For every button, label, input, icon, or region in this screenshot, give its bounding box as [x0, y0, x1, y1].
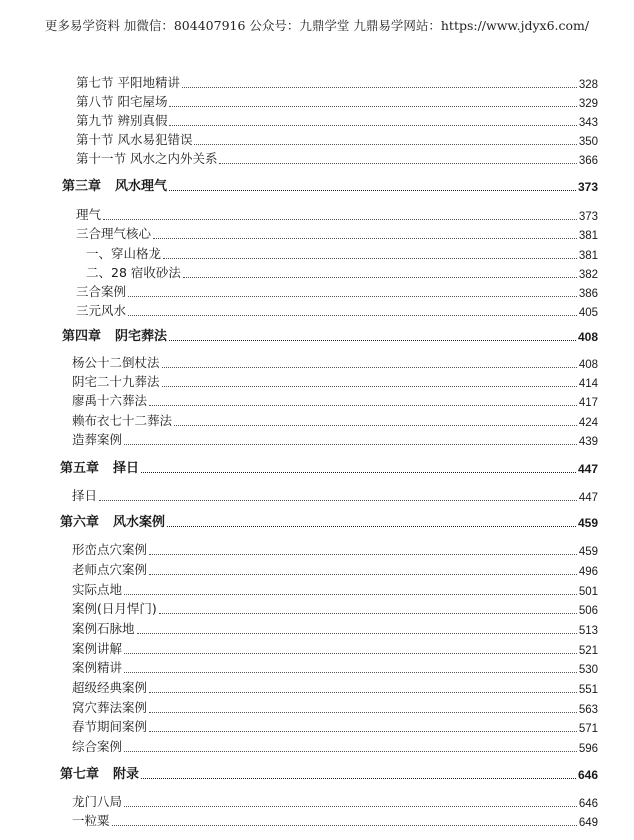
toc-entry[interactable]	[72, 542, 598, 558]
chapter-heading	[60, 763, 139, 782]
toc-entry-page: 414	[578, 378, 598, 390]
toc-entry[interactable]	[72, 794, 598, 810]
toc-entry-title: 三合理气核心	[76, 226, 152, 241]
dot-leader	[128, 296, 577, 297]
toc-entry[interactable]	[72, 739, 598, 755]
chapter-page: 646	[577, 768, 598, 782]
chapter-page: 459	[577, 516, 598, 530]
dot-leader	[169, 340, 576, 341]
chapter-title: 风水案例	[113, 515, 166, 530]
toc-entry-page: 343	[578, 117, 598, 129]
toc-entry[interactable]	[76, 284, 598, 300]
dot-leader	[137, 633, 577, 634]
toc-entry[interactable]	[72, 355, 598, 371]
toc-entry-page: 408	[578, 359, 598, 371]
toc-entry-title: 第八节 阳宅屋场	[76, 94, 168, 109]
dot-leader	[149, 574, 577, 575]
toc-entry-title: 二、28 宿收砂法	[86, 265, 181, 280]
chapter-page: 373	[577, 180, 598, 194]
toc-entry-title: 阴宅二十九葬法	[72, 374, 160, 389]
toc-entry[interactable]	[72, 680, 598, 696]
dot-leader	[167, 526, 576, 527]
dot-leader	[149, 712, 577, 713]
toc-entry[interactable]	[72, 432, 598, 448]
toc-entry-page: 649	[578, 817, 598, 829]
dot-leader	[163, 258, 577, 259]
toc-entry[interactable]	[86, 265, 598, 281]
dot-leader	[219, 163, 576, 164]
toc-entry[interactable]	[72, 413, 598, 429]
toc-entry-title: 一、穿山格龙	[86, 246, 162, 261]
toc-entry[interactable]	[72, 601, 598, 617]
dot-leader	[124, 806, 577, 807]
toc-entry-page: 571	[578, 723, 598, 735]
chapter-title: 风水理气	[115, 179, 168, 194]
toc-entry[interactable]	[76, 226, 598, 242]
toc-entry[interactable]	[72, 393, 598, 409]
dot-leader	[159, 613, 577, 614]
toc-entry-title: 案例讲解	[72, 641, 123, 656]
toc-entry-title: 老师点穴案例	[72, 562, 148, 577]
chapter-number: 第四章	[62, 329, 102, 344]
dot-leader	[124, 444, 577, 445]
toc-entry-page: 350	[578, 136, 598, 148]
toc-entry-page: 521	[578, 645, 598, 657]
toc-chapter-6[interactable]	[60, 514, 598, 530]
toc-entry-page: 563	[578, 704, 598, 716]
toc-entry[interactable]	[76, 207, 598, 223]
toc-entry-page: 439	[578, 436, 598, 448]
chapter-heading	[60, 457, 139, 476]
toc-entry-page: 646	[578, 798, 598, 810]
dot-leader	[99, 500, 577, 501]
dot-leader	[141, 472, 576, 473]
dot-leader	[149, 554, 577, 555]
toc-entry-page: 381	[578, 230, 598, 242]
dot-leader	[169, 125, 576, 126]
toc-entry-page: 551	[578, 684, 598, 696]
toc-entry[interactable]	[76, 132, 598, 148]
toc-entry-title: 理气	[76, 207, 102, 222]
chapter-title: 择日	[113, 461, 140, 476]
toc-entry[interactable]	[76, 151, 598, 167]
toc-entry-page: 373	[578, 211, 598, 223]
toc-entry-title: 廖禹十六葬法	[72, 393, 148, 408]
dot-leader	[169, 190, 576, 191]
toc-entry-title: 案例石脉地	[72, 621, 135, 636]
toc-entry[interactable]	[72, 582, 598, 598]
toc-entry-page: 596	[578, 743, 598, 755]
toc-entry-title: 三合案例	[76, 284, 127, 299]
toc-entry-title: 案例精讲	[72, 660, 123, 675]
chapter-number: 第五章	[60, 461, 100, 476]
chapter-title: 阴宅葬法	[115, 329, 168, 344]
page-header: 更多易学资料 加微信：804407916 公众号：九鼎学堂 九鼎易学网站：https://www.jdyx6.com/	[44, 18, 590, 33]
toc-entry[interactable]	[72, 660, 598, 676]
toc-entry-title: 实际点地	[72, 582, 123, 597]
toc-entry-title: 第十节 风水易犯错误	[76, 132, 193, 147]
toc-chapter-7[interactable]	[60, 766, 598, 782]
chapter-number: 第三章	[62, 179, 102, 194]
toc-entry[interactable]	[86, 246, 598, 262]
toc-entry-page: 417	[578, 397, 598, 409]
toc-entry-page: 381	[578, 250, 598, 262]
toc-chapter-5[interactable]	[60, 460, 598, 476]
toc-entry[interactable]	[72, 374, 598, 390]
dot-leader	[169, 106, 576, 107]
toc-entry-title: 龙门八局	[72, 794, 123, 809]
dot-leader	[149, 731, 577, 732]
toc-entry-page: 386	[578, 288, 598, 300]
chapter-heading	[62, 175, 167, 194]
dot-leader	[124, 653, 577, 654]
toc-entry[interactable]	[72, 813, 598, 829]
toc-entry-title: 综合案例	[72, 739, 123, 754]
toc-entry-title: 超级经典案例	[72, 680, 148, 695]
chapter-page: 447	[577, 462, 598, 476]
toc-entry[interactable]	[72, 700, 598, 716]
dot-leader	[124, 594, 577, 595]
toc-entry-title: 春节期间案例	[72, 719, 148, 734]
toc-entry-page: 405	[578, 307, 598, 319]
chapter-heading	[62, 325, 167, 344]
dot-leader	[124, 751, 577, 752]
dot-leader	[103, 219, 577, 220]
toc-entry-title: 造葬案例	[72, 432, 123, 447]
chapter-number: 第七章	[60, 767, 100, 782]
dot-leader	[153, 238, 577, 239]
toc-entry[interactable]	[76, 113, 598, 129]
toc-entry[interactable]	[76, 94, 598, 110]
chapter-heading	[60, 511, 165, 530]
chapter-number: 第六章	[60, 515, 100, 530]
dot-leader	[194, 144, 576, 145]
dot-leader	[128, 315, 577, 316]
toc-entry-title: 案例(日月悍门)	[72, 601, 157, 616]
toc-entry-title: 第十一节 风水之内外关系	[76, 151, 218, 166]
dot-leader	[149, 692, 577, 693]
dot-leader	[183, 277, 577, 278]
toc-entry-page: 496	[578, 566, 598, 578]
toc-entry-title: 择日	[72, 488, 98, 503]
dot-leader	[112, 825, 577, 826]
chapter-title: 附录	[113, 767, 140, 782]
toc-entry[interactable]	[76, 75, 598, 91]
toc-entry-page: 501	[578, 586, 598, 598]
toc-entry-title: 第七节 平阳地精讲	[76, 75, 180, 90]
toc-entry[interactable]	[72, 719, 598, 735]
dot-leader	[174, 425, 577, 426]
dot-leader	[141, 778, 576, 779]
dot-leader	[162, 367, 577, 368]
toc-entry-title: 赖布衣七十二葬法	[72, 413, 173, 428]
toc-entry-page: 459	[578, 546, 598, 558]
toc-entry-page: 424	[578, 417, 598, 429]
toc-entry-title: 三元风水	[76, 303, 127, 318]
toc-chapter-3[interactable]	[62, 178, 598, 194]
dot-leader	[162, 386, 577, 387]
toc-entry-title: 杨公十二倒杖法	[72, 355, 160, 370]
toc-entry-title: 形峦点穴案例	[72, 542, 148, 557]
toc-entry[interactable]	[72, 621, 598, 637]
toc-entry-page: 513	[578, 625, 598, 637]
dot-leader	[149, 405, 577, 406]
toc-entry-title: 一粒粟	[72, 813, 110, 828]
toc-entry[interactable]	[72, 562, 598, 578]
toc-entry-title: 窝穴葬法案例	[72, 700, 148, 715]
toc-entry[interactable]	[72, 488, 598, 504]
toc-entry-page: 329	[578, 98, 598, 110]
chapter-page: 408	[577, 330, 598, 344]
toc-entry[interactable]	[72, 641, 598, 657]
toc-entry-page: 506	[578, 605, 598, 617]
toc-entry-page: 447	[578, 492, 598, 504]
toc-entry-page: 382	[578, 269, 598, 281]
toc-chapter-4[interactable]	[62, 328, 598, 344]
toc-entry-page: 366	[578, 155, 598, 167]
toc-entry-page: 530	[578, 664, 598, 676]
dot-leader	[124, 672, 577, 673]
toc-entry[interactable]	[76, 303, 598, 319]
toc-entry-page: 328	[578, 79, 598, 91]
dot-leader	[182, 87, 577, 88]
toc-entry-title: 第九节 辨别真假	[76, 113, 168, 128]
